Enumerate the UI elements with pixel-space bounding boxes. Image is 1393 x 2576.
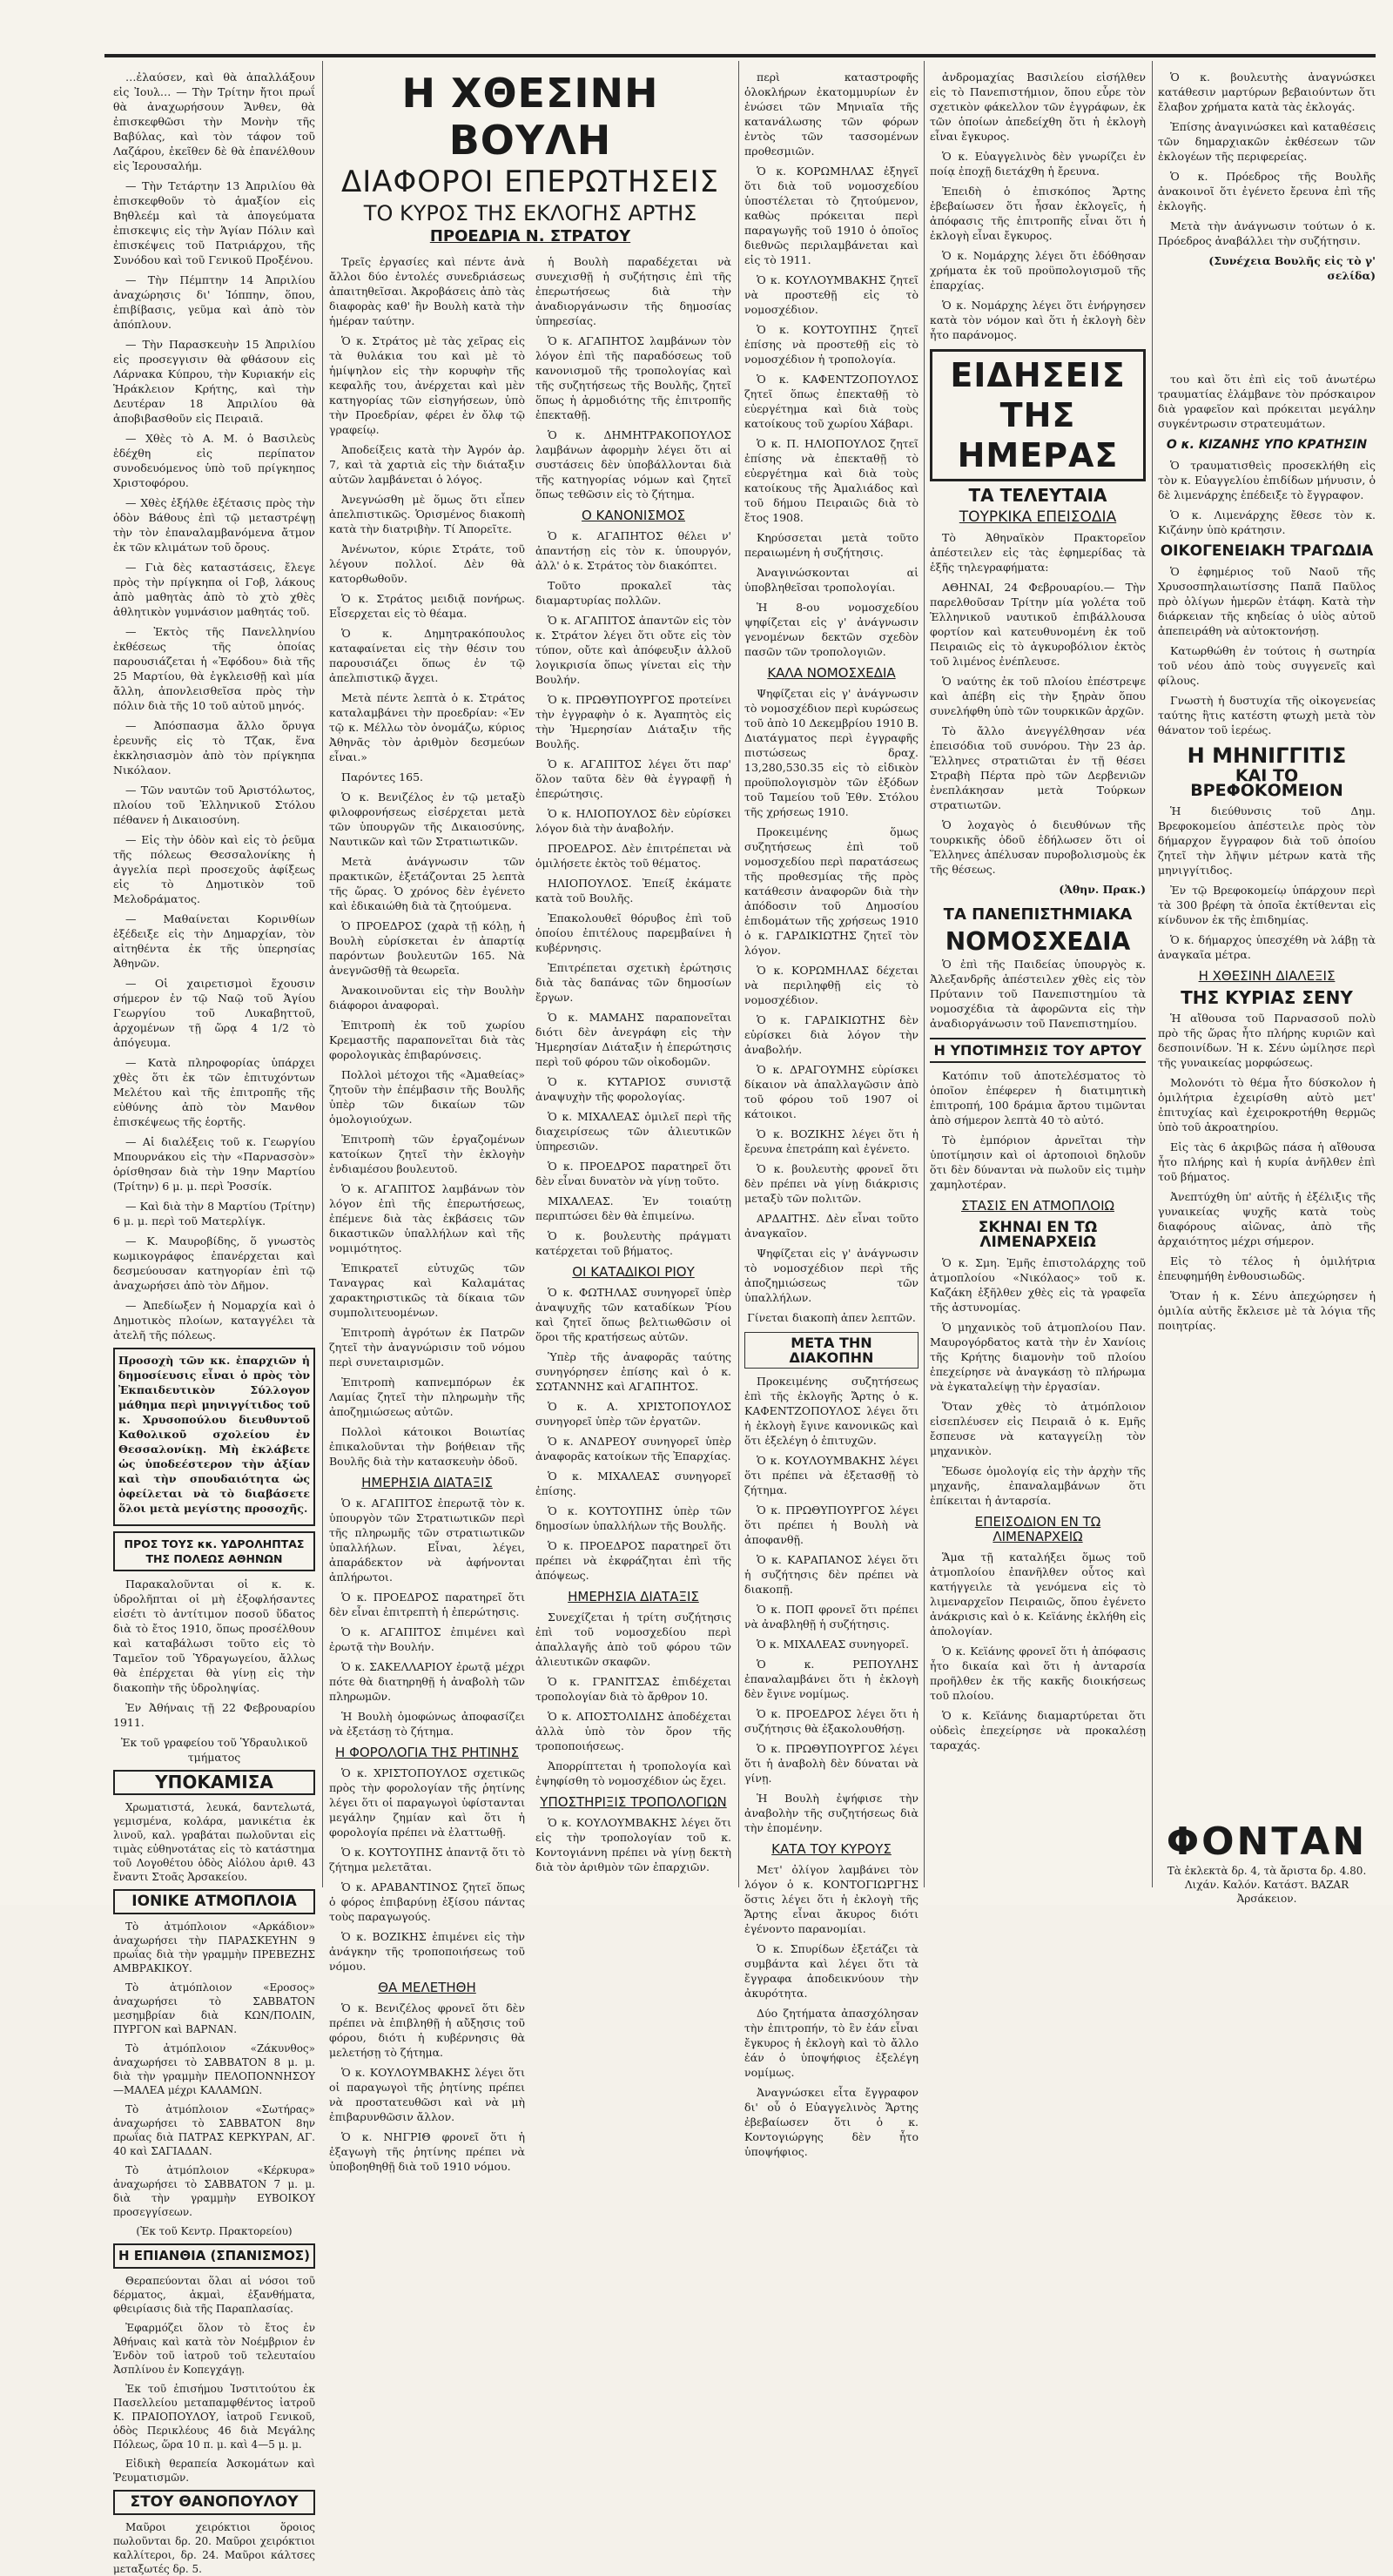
news-paragraph: Ὁ κ. ΑΠΟΣΤΟΛΙΔΗΣ ἀποδέχεται ἀλλὰ ὑπὸ τὸν ὅρον τῆς τροποποιήσεως. — [535, 1710, 731, 1752]
news-paragraph: Ὁ κ. ΠΡΩΘΥΠΟΥΡΓΟΣ λέγει ὅτι πρέπει ἡ Βουλὴ νὰ ἀποφανθῇ. — [744, 1503, 919, 1546]
news-paragraph: Ὁ κ. ΑΓΑΠΙΤΟΣ λαμβάνων τὸν λόγον ἐπὶ τῆς ἐπερωτήσεως, ἐπέμενε διὰ τὰς ἐκβάσεις τῶν δικαστικῶν ὑπαλλήλων καὶ τῆς νομιμότητος. — [329, 1182, 525, 1254]
news-paragraph: Ὁ κ. ΧΡΙΣΤΟΠΟΥΛΟΣ σχετικῶς πρὸς τὴν φορολογίαν τῆς ῥητίνης λέγει ὅτι οἱ παραγωγοὶ ὑφίστανται μεγάλην ζημίαν καὶ ὅτι ἡ φορολογία πρέπει νὰ ἐλαττωθῇ. — [329, 1766, 525, 1839]
ad-text: Ἐφαρμόζει ὅλον τὸ ἔτος ἐν Ἀθήναις καὶ κατὰ τὸν Νοέμβριον ἐν Ἑνδὸν τοῦ ἰατροῦ τοῦ τελευταίου Ἀσπλίνου ἐν Κοπεγχάγῃ. — [113, 2322, 315, 2376]
section-heading: ΗΜΕΡΗΣΙΑ ΔΙΑΤΑΞΙΣ — [568, 1589, 699, 1604]
news-paragraph: Ὁ κ. Α. ΧΡΙΣΤΟΠΟΥΛΟΣ συνηγορεῖ ὑπὲρ τῶν ἐργατῶν. — [535, 1400, 731, 1428]
news-paragraph: Ὁ κ. ΚΟΥΛΟΥΜΒΑΚΗΣ λέγει ὅτι εἰς τὴν τροπολογίαν τοῦ κ. Κοντογιάννη πρέπει νὰ γίνῃ δεκτὴ διὰ τὸν ἀριθμὸν τῶν ἐπαρχιῶν. — [535, 1816, 731, 1873]
news-paragraph: Ὁ κ. ΒΟΖΙΚΗΣ ἐπιμένει εἰς τὴν ἀνάγκην τῆς τροποποιήσεως τοῦ νόμου. — [329, 1930, 525, 1973]
section-heading: ΕΠΕΙΣΟΔΙΟΝ ΕΝ ΤΩ ΛΙΜΕΝΑΡΧΕΙΩ — [974, 1514, 1101, 1544]
section-heading: ΤΗΣ ΚΥΡΙΑΣ ΣΕΝΥ — [1181, 987, 1353, 1008]
column-1 — [113, 70, 315, 2575]
news-paragraph: Μολονότι τὸ θέμα ἦτο δύσκολον ἡ ὁμιλήτρια ἐχειρίσθη αὐτὸ μετ' ἐπιτυχίας καὶ ἐχειροκροτήθη θερμῶς ὑπὸ τοῦ ἀκροατηρίου. — [1158, 1076, 1376, 1133]
column-rule — [1152, 61, 1153, 1887]
news-paragraph: Ἐπικρατεῖ εὐτυχῶς τῶν Ταναγρας καὶ Καλαμάτας χαρακτηριστικῶς τὰ δίκαια τῶν συμπολιτευομένων. — [329, 1261, 525, 1319]
news-paragraph: Ὁ κ. ΚΟΥΛΟΥΜΒΑΚΗΣ λέγει ὅτι πρέπει νὰ ἐξετασθῇ τὸ ζήτημα. — [744, 1454, 919, 1497]
news-paragraph: Ὁ κ. ΔΡΑΓΟΥΜΗΣ εὑρίσκει δίκαιον νὰ ἀπαλλαγῶσιν ἀπὸ τοῦ φόρου τοῦ 1907 οἱ κάτοικοι. — [744, 1063, 919, 1120]
ad-box — [113, 2490, 315, 2515]
news-paragraph: Ὁ κ. ΓΡΑΝΙΤΣΑΣ ἐπιδέχεται τροπολογίαν διὰ τὸ ἄρθρον 10. — [535, 1675, 731, 1703]
news-paragraph: Ὁ κ. ΑΓΑΠΙΤΟΣ λέγει ὅτι παρ' ὅλον ταῦτα δὲν θὰ ἐγγραφῇ ἡ ἐπερώτησις. — [535, 757, 731, 800]
news-paragraph: ΜΙΧΑΛΕΑΣ. Ἐν τοιαύτῃ περιπτώσει δὲν θὰ ἐπιμείνω. — [535, 1194, 731, 1222]
news-paragraph: Ἐπιτροπὴ ἀγρότων ἐκ Πατρῶν ζητεῖ τὴν ἀναγνώρισιν τοῦ νόμου περὶ συνεταιρισμῶν. — [329, 1326, 525, 1369]
section-heading: Η ΧΘΕΣΙΝΗ ΔΙΑΛΕΞΙΣ — [1198, 968, 1336, 984]
news-paragraph: Ὁ κ. ΚΟΥΤΟΥΠΗΣ ἀπαντᾷ ὅτι τὸ ζήτημα μελετᾶται. — [329, 1846, 525, 1873]
section-heading: ΤΑ ΠΑΝΕΠΙΣΤΗΜΙΑΚΑ — [943, 905, 1133, 924]
water-notice-heading: ΠΡΟΣ ΤΟΥΣ κκ. ΥΔΡΟΛΗΠΤΑΣ — [124, 1537, 305, 1550]
news-paragraph: Ὁ κ. ΝΗΓΡΙΘ φρονεῖ ὅτι ἡ ἐξαγωγὴ τῆς ῥητίνης πρέπει νὰ ὑποβοηθηθῇ διὰ τοῦ 1910 νόμου. — [329, 2130, 525, 2173]
news-paragraph: Τρεῖς ἐργασίες καὶ πέντε ἀνὰ ἄλλοι δύο ἐντολές συνεδριάσεως ἀπαιτηθεῖσαι. Ἀκροβάσεις ἀπὸ τὰς διαφορὰς καθ' ἣν Βουλὴ κατὰ τὴν ἡμέραν ταύτην. — [329, 255, 525, 327]
news-paragraph: Ὁ κ. ΗΛΙΟΠΟΥΛΟΣ δὲν εὑρίσκει λόγον διὰ τὴν ἀναβολήν. — [535, 807, 731, 835]
news-paragraph: Ὁ κ. ΜΙΧΑΛΕΑΣ ὁμιλεῖ περὶ τῆς διαχειρίσεως τῶν ἀλιευτικῶν ὑπηρεσιῶν. — [535, 1110, 731, 1153]
news-paragraph: Ὁ κ. Βενιζέλος ἐν τῷ μεταξὺ φιλοφρονήσεως εἰσέρχεται μετὰ τῶν ὑπουργῶν τῆς Δικαιοσύνης, Ναυτικῶν καὶ τῶν Στρατιωτικῶν. — [329, 790, 525, 848]
news-paragraph: Ἐπιτρέπεται σχετικὴ ἐρώτησις διὰ τὰς δαπάνας τῶν δημοσίων ἔργων. — [535, 961, 731, 1004]
news-paragraph: Ὁ τραυματισθεὶς προσεκλήθη εἰς τὸν κ. Εὐαγγελίου ἐπιδίδων μήνυσιν, ὁ δὲ λιμενάρχης ἐπέδειξε τὸ ἔγγραφον. — [1158, 459, 1376, 501]
news-source: (Ἀθην. Πρακ.) — [1059, 883, 1146, 896]
ad-box — [113, 2243, 315, 2269]
news-paragraph: Ὁ ἐπὶ τῆς Παιδείας ὑπουργὸς κ. Ἀλεξανδρῆς ἀπέστειλεν χθὲς εἰς τὸν Πρύτανιν τοῦ Πανεπιστημίου τὰ νομοσχέδια τὰ ἀφορῶντα εἰς τὴν ἀναδιοργάνωσιν τοῦ Πανεπιστημίου. — [930, 958, 1146, 1030]
news-paragraph: ΗΛΙΟΠΟΥΛΟΣ. Ἐπείξ ἐκάματε κατὰ τοῦ Βουλῆς. — [535, 877, 731, 905]
ad-heading: Η ΕΠΙΑΝΘΙΑ (ΣΠΑΝΙΣΜΟΣ) — [118, 2248, 310, 2263]
news-paragraph: Ἐπειδὴ ὁ ἐπισκόπος Ἄρτης ἐβεβαίωσεν ὅτι ἦσαν ἐκλογεῖς, ἡ ἀπόφασις τῆς ἐπιτροπῆς εἶναι ὅτι ἡ ἐκλογὴ εἶναι ἔγκυρος. — [930, 185, 1146, 242]
news-paragraph: Ὁ ΠΡΟΕΔΡΟΣ (χαρὰ τῇ κόλῃ, ἡ Βουλὴ εὑρίσκεται ἐν ἀπαρτίᾳ παρόντων βουλευτῶν 165. Νὰ ἀνεγνῶσθῇ τὰ θεωρεῖα. — [329, 919, 525, 977]
date-line: Ἐν Ἀθήναις τῇ 22 Φεβρουαρίου 1911. — [113, 1701, 315, 1729]
water-notice-box — [113, 1531, 315, 1571]
ad-text: Ἐκ τοῦ ἐπισήμου Ἰνστιτούτου ἐκ Πασελλείου μεταπαμφθέντος ἰατροῦ Κ. ΠΡΑΙΟΠΟΥΛΟΥ, ἰατροῦ Γενικοῦ, ὁδὸς Περικλέους 46 διὰ Μεγάλης Πόλεως, ὥρα 10 π. μ. καὶ 4—5 μ. μ. — [113, 2383, 315, 2451]
ad-text: Τὰ ἐκλεκτὰ δρ. 4, τὰ ἄριστα δρ. 4.80. Λιχάν. Καλόν. Κατάστ. BAZAR Ἀρσάκειον. — [1167, 1865, 1367, 1905]
news-paragraph: Ἐπιτροπὴ καπνεμπόρων ἐκ Λαμίας ζητεῖ τὴν πληρωμὴν τῆς ἀποζημιώσεως αὐτῶν. — [329, 1375, 525, 1418]
news-paragraph: Ὑπὲρ τῆς ἀναφορᾶς ταύτης συνηγόρησεν ἐπίσης καὶ ὁ κ. ΣΩΤΑΝΝΗΣ καὶ ΑΓΑΠΗΤΟΣ. — [535, 1350, 731, 1393]
news-paragraph: — Χθὲς ἐξήλθε ἐξέτασις πρὸς τὴν ὁδὸν Βάθους ἐπὶ τῷ μεταστρέψῃ τὴν τὸν ἐπαναλαμβανόμενα ἄτμον ἐκ τῶν κλιμάτων τοῦ ὄρους. — [113, 496, 315, 554]
news-paragraph: — Ἀπόσπασμα ἄλλο ὅρυγα ἐρευνῆς εἰς τὸ Τζακ, ἕνα ἐκκλησιασμὸν ἀπὸ τὸν πρίγκηπα Νικόλαον. — [113, 719, 315, 777]
ad-text: Τὸ ἀτμόπλοιον «Εροσος» ἀναχωρήσει τὸ ΣΑΒΒΑΤΟΝ μεσημβρίαν διὰ ΚΩΝ/ΠΟΛΙΝ, ΠΥΡΓΟΝ καὶ ΒΑΡΝΑΝ. — [113, 1981, 315, 2035]
section-heading: ΟΙΚΟΓΕΝΕΙΑΚΗ ΤΡΑΓΩΔΙΑ — [1160, 542, 1374, 560]
news-paragraph: Ὁ κ. Στράτος μειδιᾷ πονήρως. Εἶσερχεται εἰς τὸ θέαμα. — [329, 592, 525, 620]
news-paragraph: Ἐν τῷ Βρεφοκομείῳ ὑπάρχουν περὶ τὰ 300 βρέφη τὰ ὁποῖα ἐκτίθενται εἰς κίνδυνον ἐκ τῆς ἐπιδημίας. — [1158, 884, 1376, 926]
headline-sub: ΠΡΟΕΔΡΙΑ Ν. ΣΤΡΑΤΟΥ — [429, 227, 631, 245]
news-paragraph: — Κατὰ πληροφορίας ὑπάρχει χθὲς ὅτι ἐκ τῶν ἐπιτυχόντων Μελέτου καὶ τῆς ἐπιτροπῆς τῆς εὐθύνης ἀπὸ τὸν Μανθον ἐπισκέψεως τῆς ἑορτῆς. — [113, 1056, 315, 1128]
news-paragraph: — Εἰς τὴν ὁδὸν καὶ εἰς τὸ ῥεῦμα τῆς πόλεως Θεσσαλονίκης ἡ ἀγγελία περὶ προσεχοῦς ἀφίξεως εἰς τὸ Δημοτικὸν τοῦ Μελοδράματος. — [113, 833, 315, 905]
news-paragraph: Ἔδωσε ὁμολογίᾳ εἰς τὴν ἀρχὴν τῆς μηχανῆς, ἐπαναλαμβάνων ὅτι ἐπίκειται ἡ ἀνταρσία. — [930, 1464, 1146, 1507]
ad-text: Χρωματιστά, λευκά, δαντελωτά, γεμισμένα, κολάρα, μανικέτια ἐκ λινοῦ, καλ. γραβάται πωλοῦνται εἰς τιμὰς εὐθηνοτάτας εἰς τὸ κατάστημα τοῦ Λογοθέτου ὁδὸς Αἰόλου ἀριθ. 43 ἔναντι Στοᾶς Ἀρσακείου. — [113, 1801, 315, 1883]
ad-text: Τὸ ἀτμόπλοιον «Αρκάδιον» ἀναχωρήσει τὴν ΠΑΡΑΣΚΕΥΗΝ 9 πρωΐας διὰ τὴν γραμμὴν ΠΡΕΒΕΖΗΣ ΑΜΒΡΑΚΙΚΟΥ. — [113, 1920, 315, 1974]
news-paragraph: Ἀνένωτον, κύριε Στράτε, τοῦ λέγουν πολλοί. Δὲν θὰ κατορθωθοῦν. — [329, 542, 525, 585]
news-paragraph: Πολλοὶ κάτοικοι Βοιωτίας ἐπικαλοῦνται τὴν βοήθειαν τῆς Βουλῆς διὰ τὴν κατασκευὴν ὁδοῦ. — [329, 1425, 525, 1468]
news-paragraph: Γίνεται διακοπὴ ἀπεν λεπτῶν. — [747, 1311, 916, 1324]
notice-box — [113, 1348, 315, 1526]
ad-box — [113, 1770, 315, 1795]
news-paragraph: Ὁ κ. ΚΟΥΛΟΥΜΒΑΚΗΣ λέγει ὅτι οἱ παραγωγοὶ τῆς ῥητίνης πρέπει νὰ προστατευθῶσι καὶ νὰ μὴ ἐπιβαρυνθῶσιν ἄλλον. — [329, 2066, 525, 2123]
news-paragraph: Ἐπακολουθεῖ θόρυβος ἐπὶ τοῦ ὁποίου ἐπιτέλους παρεμβαίνει ἡ κυβέρνησις. — [535, 911, 731, 954]
news-paragraph: Ὁ κ. ΜΑΜΑΗΣ παραπονεῖται διότι δὲν ἀνεγράφη εἰς τὴν Ἡμερησίαν Διάταξιν ἡ ἐπερώτησις περὶ τοῦ φόρου τῶν οἰκοδομῶν. — [535, 1011, 731, 1068]
ad-heading: ΥΠΟΚΑΜΙΣΑ — [155, 1772, 273, 1792]
news-paragraph: Ἡ 8-ου νομοσχεδίου ψηφίζεται εἰς γ' ἀνάγνωσιν γενομένων δεκτῶν σχεδὸν πασῶν τῶν τροπολογιῶν. — [744, 601, 919, 658]
news-paragraph: Ὁ λοχαγὸς ὁ διευθύνων τῆς τουρκικῆς ὁδοῦ ἐδήλωσεν ὅτι οἱ Ἕλληνες ἀπέλυσαν πυροβολισμοὺς ἐκ τῆς θέσεως. — [930, 818, 1146, 876]
news-paragraph: Ψηφίζεται εἰς γ' ἀνάγνωσιν τὸ νομοσχέδιον περὶ κυρώσεως τοῦ ἀπὸ 10 Δεκεμβρίου 1910 Β. Διατάγματος περὶ ἐγγραφῆς πιστώσεως δραχ. 13,280,530.35 εἰς τὸ εἰδικὸν προϋπολογισμὸν τῶν ἐξόδων τοῦ Ταμείου τοῦ Ἐθν. Στόλου τῆς χρήσεως 1910. — [744, 687, 919, 818]
news-paragraph: Ὁ κ. Σμη. Ἐμῆς ἐπιστολάρχης τοῦ ἀτμοπλοίου «Νικόλαος» τοῦ κ. Καζάκη ἐξῆλθεν χθὲς εἰς τὰ γραφεῖα τῆς ἀστυνομίας. — [930, 1256, 1146, 1314]
news-paragraph: ΠΡΟΕΔΡΟΣ. Δὲν ἐπιτρέπεται νὰ ὁμιλήσετε ἐκτὸς τοῦ θέματος. — [535, 842, 731, 870]
section-heading: ΤΑ ΤΕΛΕΥΤΑΙΑ — [968, 485, 1107, 506]
section-heading: ΚΑΛΑ ΝΟΜΟΣΧΕΔΙΑ — [767, 665, 896, 681]
section-heading: ΜΕΤΑ ΤΗΝ ΔΙΑΚΟΠΗΝ — [744, 1332, 919, 1369]
news-paragraph: Ἀνακοινοῦνται εἰς τὴν Βουλὴν διάφοροι ἀναφοραὶ. — [329, 984, 525, 1012]
section-heading-large: ΝΟΜΟΣΧΕΔΙΑ — [945, 927, 1131, 956]
news-paragraph: Ὁ κ. ΠΟΠ φρονεῖ ὅτι πρέπει νὰ ἀναβληθῇ ἡ συζήτησις. — [744, 1603, 919, 1631]
news-paragraph: Ὁ κ. ΚΟΡΩΜΗΛΑΣ δέχεται νὰ περιληφθῇ εἰς τὸ νομοσχέδιον. — [744, 964, 919, 1006]
column-2 — [329, 70, 731, 2173]
news-paragraph: Ὁ ναύτης ἐκ τοῦ πλοίου ἐπέστρεψε καὶ ἀπέβη εἰς τὴν ξηρὰν ὅπου συνελήφθη ὑπὸ τῶν τουρκικῶν ἀρχῶν. — [930, 675, 1146, 717]
news-paragraph: Ἀναγινώσκονται αἱ ὑποβληθεῖσαι τροπολογίαι. — [744, 566, 919, 594]
news-paragraph: Ὁ κ. Κεϊάνης φρονεῖ ὅτι ἡ ἀπόφασις ἦτο δικαία καὶ ὅτι ἡ ἀνταρσία προῆλθεν ἐκ τῆς κακῆς διοικήσεως τοῦ πλοίου. — [930, 1644, 1146, 1702]
column-5 — [1158, 70, 1376, 1889]
news-paragraph: Ὁ κ. ΑΡΑΒΑΝΤΙΝΟΣ ζητεῖ ὅπως ὁ φόρος ἐπιβαρύνῃ ἐξίσου πάντας τοὺς παραγωγούς. — [329, 1880, 525, 1923]
fontan-ad — [1158, 1819, 1376, 1905]
news-paragraph: ΑΡΔΑΙΤΗΣ. Δὲν εἶναι τοῦτο ἀναγκαῖον. — [744, 1212, 919, 1240]
news-paragraph: — Γιὰ δὲς καταστάσεις, ἔλεγε πρὸς τὴν πρίγκηπα οἱ Γοβ, λάκους ἀπὸ μαθητὰς ἀπὸ τὸ χτὸ χθὲς ἀθλητικὸν γυμνάσιον μαθητάς τοῦ. — [113, 561, 315, 618]
section-heading: ΣΚΗΝΑΙ ΕΝ ΤΩ ΛΙΜΕΝΑΡΧΕΙΩ — [978, 1219, 1098, 1251]
ad-heading: ΙΟΝΙΚΕ ΑΤΜΟΠΛΟΙΑ — [131, 1893, 297, 1910]
section-heading: ΟΙ ΚΑΤΑΔΙΚΟΙ ΡΙΟΥ — [572, 1264, 695, 1280]
section-heading-large: Η ΜΗΝΙΓΓΙΤΙΣ — [1187, 743, 1347, 768]
news-paragraph: Ἡ διεύθυνσις τοῦ Δημ. Βρεφοκομείου ἀπέστειλε πρὸς τὸν δήμαρχον ἔγγραφον διὰ τοῦ ὁποίου ζητεῖ τὴν λῆψιν μέτρων κατὰ τῆς μηνιγγίτιδος. — [1158, 804, 1376, 877]
news-paragraph: Δύο ζητήματα ἀπασχόλησαν τὴν ἐπιτροπήν, τὸ ἓν ἐάν εἶναι ἔγκυρος ἡ ἐκλογὴ καὶ τὸ ἄλλο ἐάν ὁ ὑποψήφιος ἐξελέγη νομίμως. — [744, 2007, 919, 2079]
news-paragraph: Ὅταν χθὲς τὸ ἀτμόπλοιον εἰσεπλέυσεν εἰς Πειραιᾶ ὁ κ. Εμῆς ἔσπευσε νὰ καταγγείλῃ τὸν μηχανικὸν. — [930, 1400, 1146, 1457]
news-paragraph: …ἐλαύσεν, καὶ θὰ ἀπαλλάξουν εἰς Ἰουλ… — Τὴν Τρίτην ἤτοι πρωΐ θὰ ἀναχωρήσουν Ἄνθεν, θὰ ἐπισκεφθῶσι τὴν Μονὴν τῆς Βαβύλας, καὶ τὸν τάφον τοῦ Λαζάρου, ἐκεῖθεν δὲ θὰ ἐπανέλθουν εἰς Ἱερουσαλήμ. — [113, 71, 315, 172]
news-paragraph: Τὸ ἐμπόριον ἀρνεῖται τὴν ὑποτίμησιν καὶ οἱ ἀρτοποιοὶ δηλοῦν ὅτι δὲν δύνανται νὰ πωλοῦν εἰς τιμὴν χαμηλοτέραν. — [930, 1133, 1146, 1191]
section-banner: ΕΙΔΗΣΕΙΣ ΤΗΣ ΗΜΕΡΑΣ — [930, 349, 1146, 481]
section-heading: Η ΥΠΟΤΙΜΗΣΙΣ ΤΟΥ ΑΡΤΟΥ — [930, 1038, 1146, 1063]
news-paragraph: Ὁ κ. ΚΑΦΕΝΤΖΟΠΟΥΛΟΣ ζητεῖ ὅπως ἐπεκταθῇ τὸ εὐεργέτημα καὶ διὰ τοὺς κατοίκους τοῦ χωρίου Χάβαρι. — [744, 373, 919, 430]
news-paragraph: Ὁ κ. ΠΡΩΘΥΠΟΥΡΓΟΣ λέγει ὅτι ἡ ἀναβολὴ δὲν δύναται νὰ γίνῃ. — [744, 1742, 919, 1785]
news-paragraph: Ἀνεπτύχθη ὑπ' αὐτῆς ἡ ἐξέλιξις τῆς γυναικείας ψυχῆς κατὰ τοὺς διαφόρους αἰῶνας, ἀπὸ τῆς ἀρχαιότητος μέχρι σήμερον. — [1158, 1190, 1376, 1248]
news-paragraph: Ὁ κ. ΡΕΠΟΥΛΗΣ ἐπαναλαμβάνει ὅτι ἡ ἐκλογὴ δὲν ἔγινε νομίμως. — [744, 1658, 919, 1700]
news-paragraph: Ἐπίσης ἀναγινώσκει καὶ καταθέσεις τῶν δημαρχιακῶν ἐκθέσεων τῶν ἐκλογέων τῆς περιφερείας. — [1158, 120, 1376, 163]
column-4 — [930, 70, 1146, 1889]
news-paragraph: Προκειμένης συζητήσεως ἐπὶ τῆς ἐκλογῆς Ἄρτης ὁ κ. ΚΑΦΕΝΤΖΟΠΟΥΛΟΣ λέγει ὅτι ἡ ἐκλογὴ ἔγινε κανονικῶς καὶ ὅτι ἐξελέγη ὁ ἐπιτυχῶν. — [744, 1375, 919, 1447]
section-heading: Η ΦΟΡΟΛΟΓΙΑ ΤΗΣ ΡΗΤΙΝΗΣ — [335, 1745, 519, 1760]
news-paragraph: Προκειμένης ὅμως συζητήσεως ἐπὶ τοῦ νομοσχεδίου περὶ παρατάσεως τῆς προθεσμίας τῆς πρὸς κατάθεσιν ἀναφορῶν διὰ τὴν ἀπόδοσιν τοῦ Δημοσίου ἐπιδομάτων τῆς χρήσεως 1910 ὁ κ. ΓΑΡΔΙΚΙΩΤΗΣ ζητεῖ τὸν λόγον. — [744, 825, 919, 957]
news-paragraph: ἡ Βουλὴ παραδέχεται νὰ συνεχισθῇ ἡ συζήτησις ἐπὶ τῆς ἐπερωτήσεως διὰ τὴν ἀναδιοργάνωσιν τῆς δημοσίας ὑπηρεσίας. — [535, 255, 731, 327]
news-paragraph: — Μαθαίνεται Κορινθίων ἐξέδειξε εἰς τὴν Δημαρχίαν, τὸν αἰτηθέντα ἐκ τῆς ὑπερησίας Ἀθηνῶν. — [113, 912, 315, 970]
news-paragraph: — Ἀπεδίωξεν ἡ Νομαρχία καὶ ὁ Δημοτικὸς πλοίων, καταγγέλει τὰ ἀτελῆ τῆς πόλεως. — [113, 1299, 315, 1342]
news-paragraph: — Τὴν Παρασκευὴν 15 Ἀπριλίου εἰς προσεγγισιν θὰ φθάσουν εἰς Λάρνακα Κύπρου, τὴν Κυριακήν εἰς Ἡράκλειον Κρήτης, καὶ τὴν Δευτέραν 18 Ἀπριλίου θὰ ἀποβιβασθοῦν εἰς Πειραιᾶ. — [113, 338, 315, 425]
news-paragraph: Ὁ κ. Κεϊάνης διαμαρτύρεται ὅτι οὐδεὶς ἐπεχείρησε νὰ προκαλέσῃ ταραχάς. — [930, 1709, 1146, 1752]
article-col-left — [329, 254, 525, 2179]
news-paragraph: Ὁ κ. ΦΩΤΗΛΑΣ συνηγορεῖ ὑπὲρ ἀναψυχῆς τῶν καταδίκων Ῥίου καὶ ζητεῖ ὅπως βελτιωθῶσιν οἱ ὅροι τῆς κρατήσεως αὐτῶν. — [535, 1286, 731, 1343]
news-paragraph: Ὁ κ. Π. ΗΛΙΟΠΟΥΛΟΣ ζητεῖ ἐπίσης νὰ ἐπεκταθῇ τὸ εὐεργέτημα καὶ διὰ τοὺς κατοίκους τῆς Ἀμαλιάδος καὶ τοῦ δήμου Πειραιῶς διὰ τὸ ἔτος 1908. — [744, 437, 919, 524]
news-paragraph: Τοῦτο προκαλεῖ τὰς διαμαρτυρίας πολλῶν. — [535, 579, 731, 607]
news-paragraph: Ἅμα τῇ καταλήξει ὅμως τοῦ ἀτμοπλοίου ἐπανῆλθεν οὗτος καὶ κατήγγειλε τὰ γενόμενα εἰς τὸ λιμεναρχεῖον Πειραιῶς, ὅπου ἐγένετο ἀνάκρισις καὶ ὁ κ. Κεϊάνης ἐκλήθη εἰς ἀπολογίαν. — [930, 1550, 1146, 1638]
ad-text: Μαῦροι χειρόκτιοι ὅροιος πωλοῦνται δρ. 20. Μαῦροι χειρόκτιοι καλλίτεροι, δρ. 24. Μαῦροι κάλτσες μεταξωτές δρ. 5. — [113, 2521, 315, 2575]
news-paragraph: Ὁ κ. ΑΓΑΠΙΤΟΣ ἐπερωτᾷ τὸν κ. ὑπουργὸν τῶν Στρατιωτικῶν περὶ τῆς πληρωμῆς τῶν στρατιωτικῶν ὑπαλλήλων. Εἶναι, λέγει, ἀπαράδεκτον νὰ ἀφήνονται ἀπλήρωτοι. — [329, 1497, 525, 1584]
top-rule — [104, 54, 1376, 57]
ad-text: Εἰδικὴ θεραπεία Ἀσκομάτων καὶ Ῥευματισμῶν. — [113, 2458, 315, 2484]
news-paragraph: Ὁ ἐφημέριος τοῦ Ναοῦ τῆς Χρυσοσπηλαιωτίσσης Παπᾶ Παῦλος πρὸ ὀλίγων ἡμερῶν ἐτάφη. Κατὰ τὴν διάρκειαν τῆς κηδείας ὁ υἱὸς αὐτοῦ ἀπεπειράθη νὰ αὐτοκτονήσῃ. — [1158, 565, 1376, 637]
news-paragraph: Ὁ κ. ΑΓΑΠΗΤΟΣ θέλει ν' ἀπαντήσῃ εἰς τὸν κ. ὑπουργόν, ἀλλ' ὁ κ. Στράτος τὸν διακόπτει. — [535, 529, 731, 572]
news-paragraph: Ὁ κ. ΣΑΚΕΛΛΑΡΙΟΥ ἐρωτᾷ μέχρι πότε θὰ διατηρηθῇ ἡ ἀναβολὴ τῶν πληρωμῶν. — [329, 1660, 525, 1703]
headline-sub: ΤΟ ΚΥΡΟΣ ΤΗΣ ΕΚΛΟΓΗΣ ΑΡΤΗΣ — [363, 201, 697, 225]
section-heading: Ο κ. ΚΙΖΑΝΗΣ ΥΠΟ ΚΡΑΤΗΣΙΝ — [1166, 438, 1368, 452]
news-paragraph: Τὸ Ἀθηναϊκὸν Πρακτορεῖον ἀπέστειλεν εἰς τὰς ἐφημερίδας τὰ ἑξῆς τηλεγραφήματα: — [930, 531, 1146, 574]
section-heading: ΗΜΕΡΗΣΙΑ ΔΙΑΤΑΞΙΣ — [361, 1475, 493, 1490]
news-paragraph: ΑΘΗΝΑΙ, 24 Φεβρουαρίου.— Τὴν παρελθοῦσαν Τρίτην μία γολέτα τοῦ Ἑλληνικοῦ ναυτικοῦ ἐπιβάλλουσα φορτίον καὶ κατευθυνομένη ἐκ τοῦ Πειραιῶς εἰς τὸ ἀγκυροβόλιον ἐκτὸς τοῦ λιμένος ἐνέπλευσε. — [930, 581, 1146, 668]
news-paragraph: Εἰς τὸ τέλος ἡ ὁμιλήτρια ἐπευφημήθη ἐνθουσιωδῶς. — [1158, 1254, 1376, 1282]
column-rule — [738, 61, 739, 1887]
main-headline: Η ΧΘΕΣΙΝΗ ΒΟΥΛΗ — [401, 70, 659, 164]
news-paragraph: Ὁ κ. ΚΑΡΑΠΑΝΟΣ λέγει ὅτι ἡ συζήτησις δὲν πρέπει νὰ διακοπῇ. — [744, 1553, 919, 1596]
news-paragraph: Παρακαλοῦνται οἱ κ. κ. ὑδρολῆπται οἱ μὴ ἐξοφλήσαντες εἰσέτι τὸ ἀντίτιμον ποσοῦ ὕδατος διὰ τὸ ἔτος 1910, ὅπως προσέλθουν καὶ καταβάλωσι τοῦτο εἰς τὸ Ταμεῖον τοῦ Ὑδραγωγείου, ἄλλως θὰ ἐπέρχεται θὰ γίνῃ εἰς τὴν διακοπὴν τῆς ὑδροληψίας. — [113, 1577, 315, 1694]
news-paragraph: Ἀπορρίπτεται ἡ τροπολογία καὶ ἐψηφίσθη τὸ νομοσχέδιον ὡς ἔχει. — [535, 1759, 731, 1787]
news-paragraph: Ὁ κ. ΑΓΑΠΗΤΟΣ λαμβάνων τὸν λόγον ἐπὶ τῆς παραδόσεως τοῦ κανονισμοῦ τῆς τροπολογίας καὶ τῆς συζητήσεως τῆς Βουλῆς, ζητεῖ ὅπως ἡ ἀρμοδιότης τῆς ἐπιτροπῆς ἐπεκταθῇ. — [535, 334, 731, 421]
water-notice-subheading: ΤΗΣ ΠΟΛΕΩΣ ΑΘΗΝΩΝ — [145, 1552, 283, 1565]
news-paragraph: Ὁ κ. ΑΓΑΠΙΤΟΣ ἐπιμένει καὶ ἐρωτᾷ τὴν Βουλήν. — [329, 1625, 525, 1653]
news-paragraph: — Ἐκτὸς τῆς Πανελληνίου ἐκθέσεως τῆς ὁποίας παρουσιάζεται ἡ «Ἐφόδου» διὰ τῆς 25 Μαρτίου, θὰ ἐγκλεισθῇ καὶ μία ἄλλη, ἀπονλεισθεῖσα πρὸς τὴν πόλιν διὰ τῆς 10 τοῦ αὐτοῦ μηνός. — [113, 625, 315, 712]
news-paragraph: Κατόπιν τοῦ ἀποτελέσματος τὸ ὁποῖον ἐπέφερεν ἡ διατιμητικὴ ἐπιτροπή, 100 δράμια ἄρτου τιμῶνται ἀπὸ σήμερον λεπτὰ 40 τὸ αὐτό. — [930, 1069, 1146, 1127]
news-paragraph: Ψηφίζεται εἰς γ' ἀνάγνωσιν τὸ νομοσχέδιον περὶ τῆς ἀποζημιώσεως τῶν ὑπαλλήλων. — [744, 1247, 919, 1304]
section-heading: ΚΑΤΑ ΤΟΥ ΚΥΡΟΥΣ — [771, 1841, 892, 1857]
column-3 — [744, 70, 919, 2158]
news-paragraph: — Καὶ διὰ τὴν 8 Μαρτίου (Τρίτην) 6 μ. μ. περὶ τοῦ Ματερλίγκ. — [113, 1200, 315, 1227]
news-paragraph: Ὁ κ. ΚΟΥΤΟΥΠΗΣ ζητεῖ ἐπίσης νὰ προστεθῇ εἰς τὸ νομοσχέδιον ἡ τροπολογία. — [744, 323, 919, 366]
news-paragraph: Ὁ κ. δήμαρχος ὑπεσχέθη νὰ λάβῃ τὰ ἀναγκαῖα μέτρα. — [1158, 933, 1376, 961]
news-paragraph: — Αἱ διαλέξεις τοῦ κ. Γεωργίου Μπουρνάκου εἰς τὴν «Παρνασσὸν» ὁρίσθησαν διὰ τὴν 19ην Μαρτίου (Τρίτην) 6 μ. μ. περὶ Ῥοσσίκ. — [113, 1135, 315, 1193]
section-heading: Ο ΚΑΝΟΝΙΣΜΟΣ — [581, 508, 686, 523]
ad-heading: ΦΟΝΤΑΝ — [1166, 1819, 1368, 1864]
news-paragraph: — Χθὲς τὸ Α. Μ. ὁ Βασιλεὺς ἐδέχθη εἰς περίπατον συνοδευόμενος ὑπὸ τοῦ πρίγκηπος Χριστοφόρου. — [113, 432, 315, 489]
news-paragraph: Ὁ κ. Στράτος μὲ τὰς χεῖρας εἰς τὰ θυλάκια του καὶ μὲ τὸ ἡμίψηλον εἰς τὴν κορυφὴν τῆς κεφαλῆς του, ἀνέρχεται καὶ μὲν κατηγορίας τῶν εἰσηγήσεων, ὑπὸ τὴν Προεδρίαν, φέρει ἐν ὄλφ τῷ γραφείῳ. — [329, 334, 525, 436]
headline-sub: ΔΙΑΦΟΡΟΙ ΕΠΕΡΩΤΗΣΕΙΣ — [341, 165, 719, 199]
section-heading: ΚΑΙ ΤΟ ΒΡΕΦΟΚΟΜΕΙΟΝ — [1190, 766, 1343, 800]
news-paragraph: Ὁ κ. Βενιζέλος φρονεῖ ὅτι δὲν πρέπει νὰ ἐπιβληθῇ ἡ αὔξησις τοῦ φόρου, διότι ἡ κυβέρνησις θὰ μελετήσῃ τὸ ζήτημα. — [329, 2001, 525, 2059]
news-paragraph: Ἡ αἴθουσα τοῦ Παρνασσοῦ πολὺ πρὸ τῆς ὥρας ἦτο πλήρης κυριῶν καὶ δεσποινίδων. Ἡ κ. Σένυ ὡμίλησε περὶ τῆς γυναικείας μορφώσεως. — [1158, 1012, 1376, 1069]
news-paragraph: Μετ' ὀλίγον λαμβάνει τὸν λόγον ὁ κ. ΚΟΝΤΟΓΙΩΡΓΗΣ ὅστις λέγει ὅτι ἡ ἐκλογὴ τῆς Ἄρτης εἶναι ἄκυρος διότι ἐγένοντο παρανομίαι. — [744, 1863, 919, 1935]
news-paragraph: Ἀνεγνώσθη μὲ ὅμως ὅτι εἶπεν ἀπελπιστικῶς. Ὁρισμένος διακοπὴ κατὰ τὴν διατριβὴν. Τί Ἀπορεῖτε. — [329, 493, 525, 535]
news-paragraph: Ὁ κ. ΚΟΡΩΜΗΛΑΣ ἐξηγεῖ ὅτι διὰ τοῦ νομοσχεδίου ὑποστέλεται τὸ ζητούμενον, καθὼς πρόκειται περὶ παραγωγῆς τοῦ 1910 ὁ ὁποῖος διεθνῶς περιλαμβάνεται καὶ εἰς τὸ 1911. — [744, 165, 919, 266]
news-paragraph: Ὁ κ. βουλευτὴς πράγματι κατέρχεται τοῦ βήματος. — [535, 1229, 731, 1257]
news-paragraph: Ὁ κ. ΑΓΑΠΙΤΟΣ ἀπαντῶν εἰς τὸν κ. Στράτον λέγει ὅτι οὔτε εἰς τὸν τύπον, οὔτε καὶ ἀπόφευξιν ἀλλοῦ λογικρισία ὅπως γίνεται εἰς τὴν Βουλήν. — [535, 614, 731, 686]
news-paragraph: — Κ. Μαυροβίδης, ὅ γνωστὸς κωμικογράφος ἐπανέρχεται καὶ δεσμεύουσαν κατηγορίαν ἐπὶ τῷ ἀναχωρήσει ἀπὸ τὸν Δῆμον. — [113, 1234, 315, 1292]
news-paragraph: Ὁ κ. ΜΙΧΑΛΕΑΣ συνηγορεῖ. — [757, 1638, 910, 1651]
news-paragraph: Ὁ κ. ΑΝΔΡΕΟΥ συνηγορεῖ ὑπὲρ ἀναφορᾶς κατοίκων τῆς Ἐπαρχίας. — [535, 1435, 731, 1463]
ad-text: Τὸ ἀτμόπλοιον «Ζάκυνθος» ἀναχωρήσει τὸ ΣΑΒΒΑΤΟΝ 8 μ. μ. διὰ τὴν γραμμὴν ΠΕΛΟΠΟΝΝΗΣΟΥ—ΜΑΛΕΑ μέχρι ΚΑΛΑΜΩΝ. — [113, 2042, 315, 2096]
news-paragraph: Ἀναγνώσκει εἶτα ἔγγραφον δι' οὗ ὁ Εὐαγγελινὸς Ἄρτης ἐβεβαίωσεν ὅτι ὁ κ. Κοντογιώργης δὲν ἦτο ὑποψήφιος. — [744, 2086, 919, 2158]
news-paragraph: Ὁ μηχανικὸς τοῦ ἀτμοπλοίου Παν. Μαυρογόρδατος κατὰ τὴν ἐν Χανίοις τῆς Κρήτης διαμονὴν τοῦ πλοίου ἐπεχείρησε νὰ ἀναγκάσῃ τὸ πλήρωμα νὰ ἐγκαταλείψῃ τὴν ἐργασίαν. — [930, 1321, 1146, 1393]
news-paragraph: Ὁ κ. Σπυρίδων ἐξετάζει τὰ συμβάντα καὶ λέγει ὅτι τὰ ἔγγραφα ἀποδεικνύουν τὴν ἀκυρότητα. — [744, 1942, 919, 2000]
news-paragraph: του καὶ ὅτι ἐπὶ εἰς τοῦ ἀνωτέρω τραυματίας ἐλάμβανε τὸν πρόσκαιρον διὰ γραφεῖον καὶ πρόκειται μεγάλην συγκέντρωσιν στρατευμάτων. — [1158, 373, 1376, 430]
news-paragraph: Μετὰ ἀνάγνωσιν τῶν πρακτικῶν, ἐξετάζονται 25 λεπτὰ τῆς ὥρας. Ὁ χρόνος δὲν ἐγένετο καὶ ἐδικαιώθη διὰ τὰ ζητούμενα. — [329, 855, 525, 912]
news-paragraph: — Τὴν Τετάρτην 13 Ἀπριλίου θὰ ἐπισκεφθοῦν τὸ ἁμαξίον εἰς Βηθλεέμ καὶ τὰ ἀπογεύματα ἐπισκεψις εἰς τὴν Ἁγίαν Πόλιν καὶ ἐπισκέψεις τοῦ Πατριάρχου, τῆς Συνόδου καὶ τοῦ Γενικοῦ Προξένου. — [113, 179, 315, 266]
article-col-right — [535, 254, 731, 2179]
news-paragraph: — Τῶν ναυτῶν τοῦ Ἀριστόλωτος, πλοίου τοῦ Ἐλληνικοῦ Στόλου πέθανεν ἡ Δικαιοσύνη. — [113, 784, 315, 826]
news-paragraph: Γνωστὴ ἡ δυστυχία τῆς οἰκογενείας ταύτης ἣτις κατέστη φτωχὴ μετὰ τὸν θάνατον τοῦ ἱερέως. — [1158, 694, 1376, 736]
column-rule — [924, 61, 925, 1887]
news-paragraph: Ὁ κ. ΠΡΟΕΔΡΟΣ λέγει ὅτι ἡ συζήτησις θὰ ἐξακολουθήσῃ. — [744, 1707, 919, 1735]
news-paragraph: Ὁ κ. Πρόεδρος τῆς Βουλῆς ἀνακοινοῖ ὅτι ἐγένετο ἔρευνα ἐπὶ τῆς ἐκλογῆς. — [1158, 170, 1376, 212]
news-paragraph: Ὁ κ. βουλευτὴς ἀναγνώσκει κατάθεσιν μαρτύρων βεβαιούντων ὅτι ἔλαβον χρήματα κατὰ τὰς ἐκλογάς. — [1158, 71, 1376, 113]
news-paragraph: Ὁ κ. Λιμενάρχης ἔθεσε τὸν κ. Κιζάνην ὑπὸ κράτησιν. — [1158, 508, 1376, 536]
news-paragraph: Ὁ κ. ΠΡΟΕΔΡΟΣ παρατηρεῖ ὅτι πρέπει νὰ ἐκφράζηται ἐπὶ τῆς ἀπόψεως. — [535, 1539, 731, 1582]
ad-box — [113, 1889, 315, 1914]
news-paragraph: ἀνδρομαχίας Βασιλείου εἰσήλθεν εἰς τὸ Πανεπιστήμιον, ὅπου εὗρε τὸν σχετικὸν φάκελλον τῶν ἐγγράφων, ἐκ τῶν ὁποίων ἀπεδείχθη ὅτι ἡ ἐκλογὴ εἶναι ἔγκυρος. — [930, 71, 1146, 143]
section-heading: ΤΟΥΡΚΙΚΑ ΕΠΕΙΣΟΔΙΑ — [959, 508, 1117, 526]
news-paragraph: — Τὴν Πέμπτην 14 Ἀπριλίου ἀναχώρησις δι' Ἰόππην, ὅπου, ἐπιβίβασις, γεῦμα καὶ ἀπὸ τὸν ἀπόπλουν. — [113, 273, 315, 331]
news-paragraph: Ὁ κ. Νομάρχης λέγει ὅτι ἐδόθησαν χρήματα ἐκ τοῦ προϋπολογισμοῦ τῆς ἐπαρχίας. — [930, 249, 1146, 292]
ad-heading: ΣΤΟΥ ΘΑΝΟΠΟΥΛΟΥ — [130, 2493, 299, 2511]
news-paragraph: Ὁ κ. ΚΟΥΤΟΥΠΗΣ ὑπὲρ τῶν δημοσίων ὑπαλλήλων τῆς Βουλῆς. — [535, 1504, 731, 1532]
ad-text: Τὸ ἀτμόπλοιον «Σωτήρας» ἀναχωρήσει τὸ ΣΑΒΒΑΤΟΝ 8ην πρωΐας διὰ ΠΑΤΡΑΣ ΚΕΡΚΥΡΑΝ, ΑΓ. 40 καὶ ΣΑΓΙΑΔΑΝ. — [113, 2103, 315, 2157]
continuation-note: (Συνέχεια Βουλῆς εἰς τὸ γ' σελίδα) — [1208, 254, 1376, 282]
news-paragraph: Ὁ κ. βουλευτὴς φρονεῖ ὅτι δὲν πρέπει νὰ γίνῃ διάκρισις μεταξὺ τῶν πολιτῶν. — [744, 1162, 919, 1205]
news-paragraph: Κατωρθώθη ἐν τούτοις ἡ σωτηρία τοῦ νέου ἀπὸ τοὺς συγγενεῖς καὶ φίλους. — [1158, 644, 1376, 687]
news-paragraph: Ὁ κ. ΚΟΥΛΟΥΜΒΑΚΗΣ ζητεῖ νὰ προστεθῇ εἰς τὸ νομοσχέδιον. — [744, 273, 919, 316]
news-paragraph: Πολλοὶ μέτοχοι τῆς «Ἀμαθείας» ζητοῦν τὴν ἐπέμβασιν τῆς Βουλῆς ὑπὲρ τῶν δικαίων τῶν ὁμολογιούχων. — [329, 1068, 525, 1126]
news-paragraph: Ὁ κ. ΚΥΤΑΡΙΟΣ συνιστᾷ ἀναψυχὴν τῆς φορολογίας. — [535, 1075, 731, 1103]
news-paragraph: Ὁ κ. Δημητρακόπουλος καταφαίνεται εἰς τὴν θέσιν του παρουσιάζει ὅπως ἐν τῷ ἀπελπιστικῷ ἄγχει. — [329, 627, 525, 684]
section-heading: ΥΠΟΣΤΗΡΙΞΙΣ ΤΡΟΠΟΛΟΓΙΩΝ — [540, 1794, 727, 1810]
news-paragraph: Ὁ κ. ΠΡΟΕΔΡΟΣ παρατηρεῖ ὅτι δὲν εἶναι δυνατὸν νὰ γίνῃ τοῦτο. — [535, 1160, 731, 1187]
signature-line: Ἐκ τοῦ γραφείου τοῦ Ὑδραυλικοῦ τμήματος — [120, 1736, 308, 1764]
news-paragraph: Ὁ κ. Νομάρχης λέγει ὅτι ἐνήργησεν κατὰ τὸν νόμον καὶ ὅτι ἡ ἐκλογὴ δὲν ἦτο παράνομος. — [930, 299, 1146, 341]
news-paragraph: Ὁ κ. ΜΙΧΑΛΕΑΣ συνηγορεῖ ἐπίσης. — [535, 1470, 731, 1497]
news-paragraph: Ὅταν ἡ κ. Σένυ ἀπεχώρησεν ἡ ὁμιλία αὐτῆς ἔκλεισε μὲ τὰ λόγια τῆς ποιητρίας. — [1158, 1289, 1376, 1332]
news-paragraph: Μετὰ τὴν ἀνάγνωσιν τούτων ὁ κ. Πρόεδρος ἀναβάλλει τὴν συζήτησιν. — [1158, 219, 1376, 247]
section-heading: ΣΤΑΣΙΣ ΕΝ ΑΤΜΟΠΛΟΙΩ — [961, 1198, 1114, 1214]
ad-text: Τὸ ἀτμόπλοιον «Κέρκυρα» ἀναχωρήσει τὸ ΣΑΒΒΑΤΟΝ 7 μ. μ. διὰ τὴν γραμμὴν ΕΥΒΟΙΚΟΥ προσεγγίσεων. — [113, 2164, 315, 2218]
news-paragraph: Ὁ κ. Εὐαγγελινὸς δὲν γνωρίζει ἐν ποίᾳ ἐποχῇ διετάχθη ἡ ἔρευνα. — [930, 150, 1146, 178]
news-paragraph: Ἐπιτροπὴ τῶν ἐργαζομένων κατοίκων ζητεῖ τὴν ἐκλογὴν ἐνδιαμέσου βουλευτοῦ. — [329, 1133, 525, 1175]
news-paragraph: Ὁ κ. ΔΗΜΗΤΡΑΚΟΠΟΥΛΟΣ λαμβάνων ἀφορμὴν λέγει ὅτι αἱ συστάσεις δὲν ὑποβάλλονται διὰ τῆς κατηγορίας νόμων καὶ ζητεῖ ὅπως τεθῶσιν εἰς τὸ ζήτημα. — [535, 428, 731, 501]
news-paragraph: Ὁ κ. ΒΟΖΙΚΗΣ λέγει ὅτι ἡ ἔρευνα ἐπετράπη καὶ ἐγένετο. — [744, 1127, 919, 1155]
news-paragraph: — Οἱ χαιρετισμοὶ ἔχουσιν σήμερον ἐν τῷ Ναῷ τοῦ Ἁγίου Γεωργίου τοῦ Λυκαβηττοῦ, ἀρχομένων τῇ ὥρᾳ 4 1/2 τὸ ἀπόγευμα. — [113, 977, 315, 1049]
news-paragraph: Ἀποδείξεις κατὰ τὴν Ἀγρόν ἀρ. 7, καὶ τὰ χαρτιὰ εἰς τὴν διάταξιν αὐτῶν λαμβάνεται ὁ λόγος. — [329, 443, 525, 486]
news-paragraph: Ἡ Βουλὴ ὁμοφώνως ἀποφασίζει νὰ ἐξετάσῃ τὸ ζήτημα. — [329, 1710, 525, 1738]
notice-text: Προσοχὴ τῶν κκ. ἐπαρχιῶν ἡ δημοσίευσις εἶναι ὁ πρὸς τὸν Ἐκπαιδευτικὸν Σύλλογον μάθημα περὶ μηνιγγίτιδος τοῦ κ. Χρυσοπούλου διευθυντοῦ Καθολικοῦ σχολείου ἐν Θεσσαλονίκῃ. Μὴ ἐκλάβετε ὡς ὑποδεέστερον τὴν ἀξίαν καὶ τὴν σπουδαιότητα ὡς ὀφείλεται νὰ τὸ διαβάσετε ὅλοι μετὰ μεγίστης προσοχῆς. — [118, 1354, 310, 1515]
column-rule — [322, 61, 323, 1887]
news-paragraph: Συνεχίζεται ἡ τρίτη συζήτησις ἐπὶ τοῦ νομοσχεδίου περὶ ἀπαλλαγῆς ἀπὸ τοῦ φόρου τῶν ἀλιευτικῶν σκαφῶν. — [535, 1611, 731, 1668]
news-paragraph: Ὁ κ. ΠΡΟΕΔΡΟΣ παρατηρεῖ ὅτι δὲν εἶναι ἐπιτρεπτὴ ἡ ἐπερώτησις. — [329, 1591, 525, 1618]
news-paragraph: Μετὰ πέντε λεπτὰ ὁ κ. Στράτος καταλαμβάνει τὴν προεδρίαν: «Ἐν τῷ κ. Μέλλω τὸν ὀνομάζω, κύριος Ἀθηνᾶς τὸν ἀριθμὸν δεσμεύων εἶναι.» — [329, 691, 525, 763]
news-paragraph: περὶ καταστροφῆς ὁλοκλήρων ἐκατομμυρίων ἐν ἑνώσει τῶν Μηνιαῖα τῆς κατανάλωσης τῶν φόρων ἐντὸς τῶν τασσομένων προθεσμιῶν. — [744, 71, 919, 158]
ad-source: (Ἐκ τοῦ Κεντρ. Πρακτορείου) — [136, 2225, 293, 2237]
news-paragraph: Εἰς τὰς 6 ἀκριβῶς πάσα ἡ αἴθουσα ἦτο πλήρης καὶ ἡ κυρία ἀνῆλθεν ἐπὶ τοῦ βήματος. — [1158, 1140, 1376, 1183]
news-paragraph: Κηρύσσεται μετὰ τοῦτο περαιωμένη ἡ συζήτησις. — [744, 531, 919, 559]
news-paragraph: Ἡ Βουλὴ ἐψήφισε τὴν ἀναβολὴν τῆς συζητήσεως διὰ τὴν ἑπομένην. — [744, 1792, 919, 1834]
news-paragraph: Παρόντες 165. — [341, 770, 424, 784]
news-paragraph: Ἐπιτροπὴ ἐκ τοῦ χωρίου Κρεμαστῆς παραπονεῖται διὰ τὰς φορολογικὰς ἐπιβαρύνσεις. — [329, 1019, 525, 1061]
news-paragraph: Τὸ ἄλλο ἀνεγγέλθησαν νέα ἐπεισόδια τοῦ συνόρου. Τὴν 23 ἀρ. Ἕλληνες στρατιῶται ἐν τῇ θέσει Στραβὴ Πέρτα πρὸ τῶν Δερβενιῶν ἐνεπλάκησαν μετὰ Τούρκων στρατιωτῶν. — [930, 724, 1146, 811]
news-paragraph: Ὁ κ. ΓΑΡΔΙΚΙΩΤΗΣ δὲν εὑρίσκει διὰ λόγον τὴν ἀναβολήν. — [744, 1013, 919, 1056]
ad-text: Θεραπεύονται ὅλαι αἱ νόσοι τοῦ δέρματος, ἀκμαὶ, ἐξανθήματα, φθειρίασις διὰ τῆς Παραπλασίας. — [113, 2275, 315, 2315]
news-paragraph: Ὁ κ. ΠΡΩΘΥΠΟΥΡΓΟΣ προτείνει τὴν ἐγγραφὴν ὁ κ. Ἀγαπητὸς εἰς τὴν Ἡμερησίαν Διάταξιν τῆς Βουλῆς. — [535, 693, 731, 750]
section-heading: ΘΑ ΜΕΛΕΤΗΘΗ — [378, 1980, 476, 1995]
